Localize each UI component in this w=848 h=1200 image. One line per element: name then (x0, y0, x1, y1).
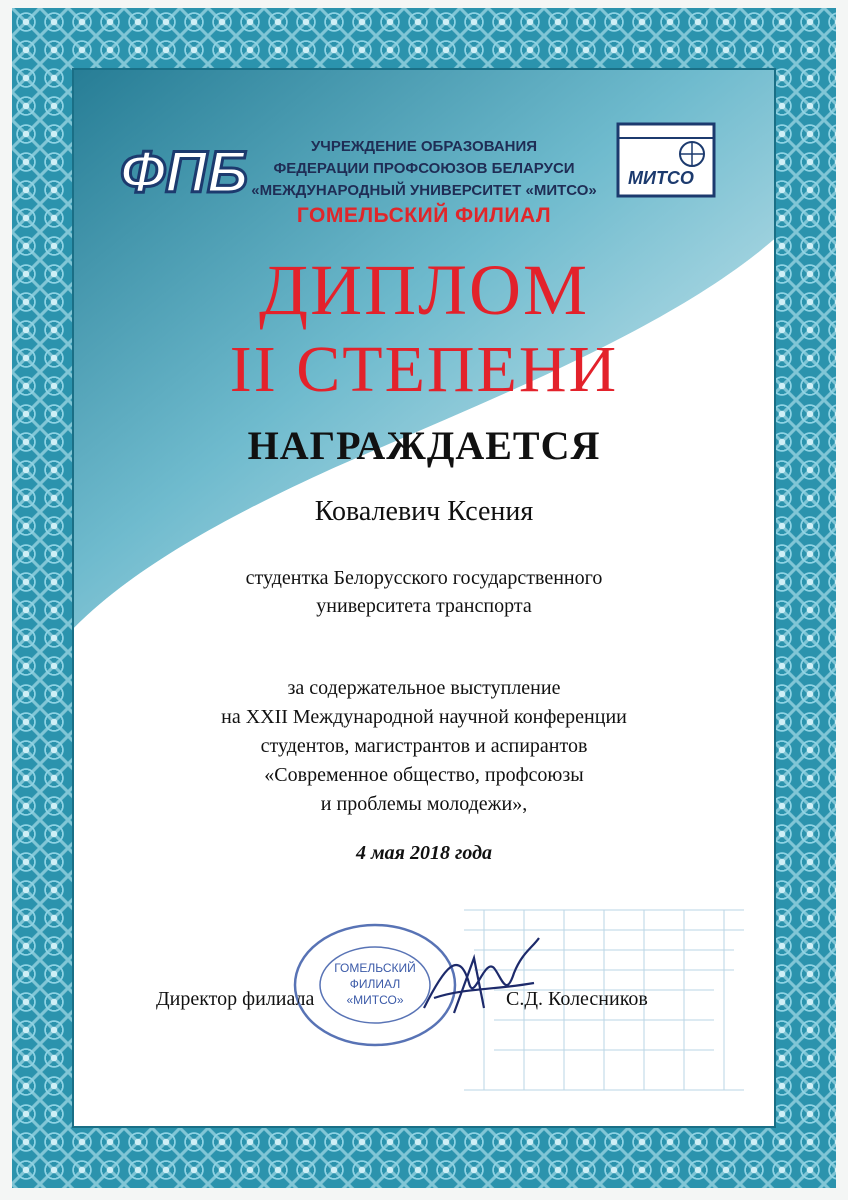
award-reason (74, 674, 774, 819)
fpb-logo-icon (116, 126, 249, 212)
description-line-2: университета транспорта (316, 595, 532, 617)
diploma-title: ДИПЛОМ (259, 250, 589, 330)
fpb-logo-text: ФПБ (120, 140, 249, 205)
branch-name: ГОМЕЛЬСКИЙ ФИЛИАЛ (296, 204, 552, 227)
description-line-1: студентка Белорусского государственного (245, 567, 603, 589)
header-line-3: «МЕЖДУНАРОДНЫЙ УНИВЕРСИТЕТ «МИТСО» (251, 182, 597, 199)
header-line-2: ФЕДЕРАЦИИ ПРОФСОЮЗОВ БЕЛАРУСИ (273, 160, 575, 177)
signatory-name: С.Д. Колесников (506, 988, 648, 1010)
diploma-degree: II СТЕПЕНИ (229, 333, 619, 406)
reason-line-5: и проблемы молодежи», (320, 793, 528, 815)
handwritten-signature (414, 928, 544, 1028)
mitso-logo-icon (614, 120, 718, 204)
stamp-text-3: «МИТСО» (346, 993, 404, 1007)
reason-line-4: «Современное общество, профсоюзы (264, 764, 584, 786)
awarded-heading: НАГРАЖДАЕТСЯ (247, 423, 601, 468)
diploma-panel (72, 68, 776, 1128)
mitso-logo-text: МИТСО (628, 168, 694, 188)
stamp-text-1: ГОМЕЛЬСКИЙ (334, 961, 416, 975)
recipient-description (74, 564, 774, 620)
reason-line-2: на XXII Международной научной конференции (221, 706, 627, 728)
institution-header (224, 136, 624, 202)
reason-line-1: за содержательное выступление (287, 677, 561, 699)
award-date: 4 мая 2018 года (355, 842, 493, 864)
header-line-1: УЧРЕЖДЕНИЕ ОБРАЗОВАНИЯ (310, 138, 538, 155)
signatory-title: Директор филиала (156, 988, 315, 1010)
reason-line-3: студентов, магистрантов и аспирантов (260, 735, 588, 757)
stamp-text-2: ФИЛИАЛ (349, 977, 401, 991)
recipient-name: Ковалевич Ксения (314, 496, 534, 527)
